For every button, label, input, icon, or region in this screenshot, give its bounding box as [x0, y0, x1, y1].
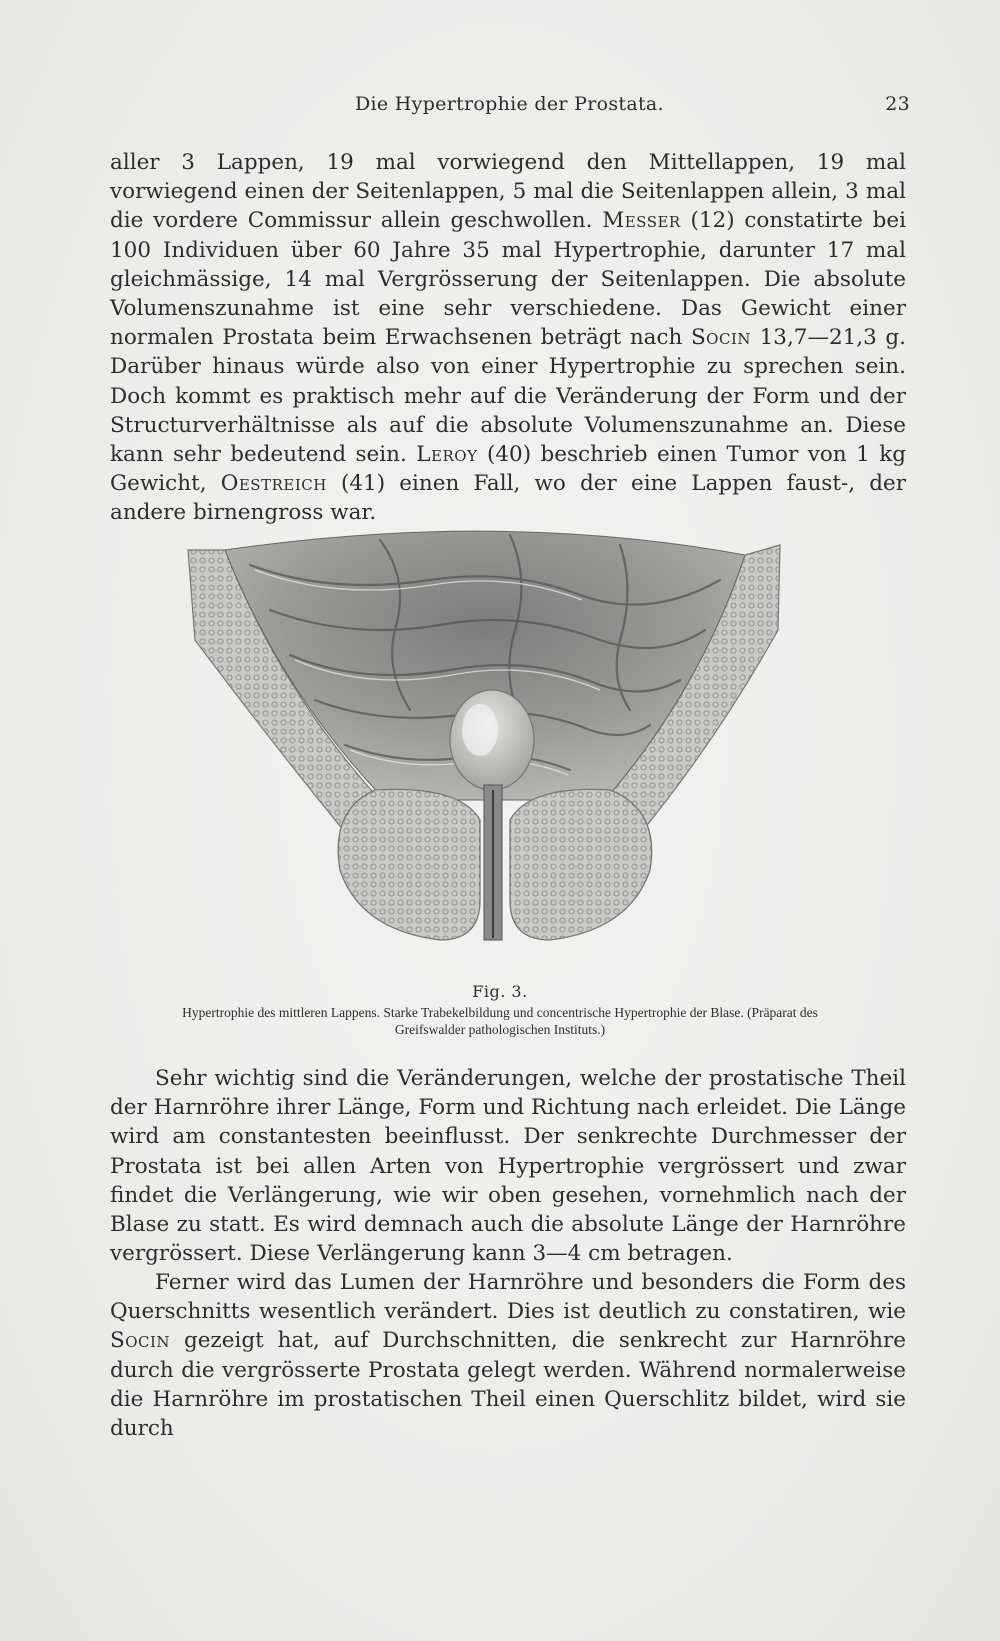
- text-run: 13,7—21,3 g. Darüber hinaus würde also von einer Hypertrophie zu sprechen sein. Doch kommt es praktisch mehr auf die Veränderung der Form und der Structurverhältnisse als auf die absolute Volumenszunahme an. Diese kann sehr bedeutend sein.: [110, 325, 906, 468]
- running-title: Die Hypertrophie der Prostata.: [355, 93, 664, 115]
- figure-caption: Hypertrophie des mittleren Lappens. Starke Trabekelbildung und concentrische Hypertrophie der Blase. (Präparat des Greifswalder pathologischen Instituts.): [182, 1005, 818, 1037]
- text-run: (12) constatirte bei 100 Individuen über 60 Jahre 35 mal Hypertrophie, darunter 17 mal gleichmässige, 14 mal Vergrösserung der Seitenlappen. Die absolute Volumenszunahme ist eine sehr verschiedene. Das Gewicht einer normalen Prostata beim Erwachsenen beträgt nach: [110, 208, 906, 351]
- running-header: [110, 93, 910, 123]
- paragraph-3: [110, 1268, 906, 1443]
- author-name: Leroy: [416, 442, 478, 468]
- bladder-prostata-drawing: [180, 520, 820, 980]
- anatomical-illustration: [180, 520, 820, 980]
- paragraph-2: Sehr wichtig sind die Veränderungen, welche der prostatische Theil der Harnröhre ihrer Länge, Form und Richtung nach erleidet. Die Länge wird am constantesten beeinflusst. Der senkrechte Durchmesser der Prostata ist bei allen Arten von Hypertrophie vergrössert und zwar findet die Verlängerung, wie wir oben gesehen, vornehmlich nach der Blase zu statt. Es wird demnach auch die absolute Länge der Harnröhre vergrössert. Diese Verlängerung kann 3—4 cm betragen.: [110, 1066, 906, 1267]
- text-run: gezeigt hat, auf Durchschnitten, die senkrecht zur Harnröhre durch die vergrösserte Prostata gelegt werden. Während normalerweise die Harnröhre im prostatischen Theil einen Querschlitz bildet, wird sie durch: [110, 1328, 906, 1442]
- author-name: Oestreich: [220, 471, 327, 497]
- figure-label: Fig. 3.: [472, 982, 528, 1001]
- page-number: 23: [885, 93, 910, 115]
- author-name: Socin: [690, 325, 752, 351]
- text-run: (40) beschrieb einen Tumor von 1 kg Gewicht,: [110, 442, 906, 497]
- text-run: (41) einen Fall, wo der eine Lappen faust-, der andere birnengross war.: [110, 471, 907, 526]
- author-name: Socin: [110, 1328, 171, 1354]
- author-name: Messer: [602, 208, 681, 234]
- text-run: aller 3 Lappen, 19 mal vorwiegend den Mittellappen, 19 mal vorwiegend einen der Seitenlappen, 5 mal die Seitenlappen allein, 3 mal die vordere Commissur allein geschwollen.: [110, 150, 906, 234]
- text-run: Ferner wird das Lumen der Harnröhre und besonders die Form des Querschnitts wesentlich verändert. Dies ist deutlich zu constatiren, wie: [110, 1270, 906, 1325]
- paragraph-1: [110, 148, 906, 528]
